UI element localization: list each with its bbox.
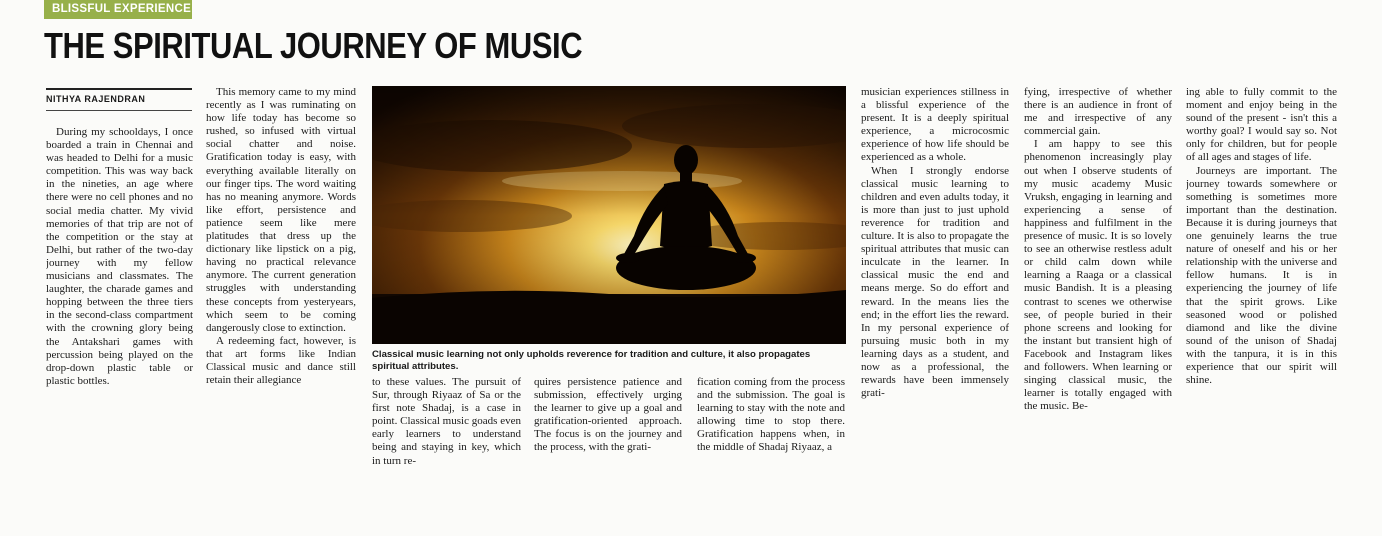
byline: NITHYA RAJENDRAN xyxy=(46,94,146,104)
meditation-photo xyxy=(372,86,846,344)
paragraph: fying, irrespective of whether there is an audience in front of me and irrespective of any commercial gain. xyxy=(1024,86,1172,138)
paragraph: This memory came to my mind recently as I was ruminating on how life today has become so rushed, so infused with virtual social chatter and noise. Gratification today is easy, with everything available literally on our finger tips. The word waiting has no meaning anymore. Words like effort, persistence and patience seem like mere platitudes that dress up the dictionary like lipstick on a pig, having no practical relevance anymore. The current generation struggles with understanding these concepts from yesteryears, which seem to be coming dangerously close to extinction. xyxy=(206,86,356,334)
paragraph: ing able to fully commit to the moment and enjoy being in the sound of the present - isn't this a worthy goal? I would say so. Not only for children, but for people of all ages and stages of life. xyxy=(1186,86,1337,164)
article-column-3 xyxy=(372,376,521,488)
article-column-6 xyxy=(861,86,1009,488)
article-column-4 xyxy=(534,376,682,488)
article-column-8 xyxy=(1186,86,1337,488)
paragraph: During my schooldays, I once boarded a train in Chennai and was headed to Delhi for a music competition. This was way back in the nineties, an age where there were no cell phones and no social media chatter. My vivid memories of that trip are not of the competition or the stay at Delhi, but rather of the two-day journey with my fellow musicians and classmates. The laughter, the charade games and hopping between the three tiers in the second-class compartment with the crowning glory being the Antakshari games with percussion being played on the drop-down plastic table or plastic bottles. xyxy=(46,126,193,387)
paragraph: I am happy to see this phenomenon increasingly play out when I observe students of my music academy Music Vruksh, engaging in learning and experiencing a sense of happiness and fulfilment in the presence of music. It is so lovely to see an otherwise restless adult or child calm down while learning a Raaga or a classical music Bandish. It is a pleasing contrast to scenes we otherwise see, of people buried in their phone screens and looking for the instant but transient high of Facebook and Instagram likes and followers. When learning or singing classical music, the learner is totally engaged with the music. Be- xyxy=(1024,138,1172,413)
byline-top-rule xyxy=(46,88,192,90)
article-column-1 xyxy=(46,126,193,486)
section-kicker: BLISSFUL EXPERIENCE xyxy=(44,0,192,19)
article-column-2 xyxy=(206,86,356,486)
article-column-7 xyxy=(1024,86,1172,488)
paragraph: to these values. The pursuit of Sur, through Riyaaz of Sa or the first note Shadaj, is a case in point. Classical music goads even early learners to understand being and staying in key, which in turn re- xyxy=(372,376,521,467)
paragraph: quires persistence patience and submission, effectively urging the learner to give up a goal and gratification-oriented approach. The focus is on the journey and the process, with the grati- xyxy=(534,376,682,454)
paragraph: A redeeming fact, however, is that art forms like Indian Classical music and dance still retain their allegiance xyxy=(206,334,356,387)
paragraph: fication coming from the process and the submission. The goal is learning to stay with the note and allowing time to stop there. Gratification happens when, in the middle of Shadaj Riyaaz, a xyxy=(697,376,845,454)
meditation-image xyxy=(372,86,846,344)
photo-caption: Classical music learning not only upholds reverence for tradition and culture, it also propagates spiritual attributes. xyxy=(372,349,811,372)
paragraph: When I strongly endorse classical music learning to children and even adults today, it is more than just to just uphold reverence for tradition and culture. It is also to propagate the spiritual attributes that music can inculcate in the learner. In classical music the end and means merge. So do effort and reward. In the means lies the end; in the effort lies the reward. In my personal experience of pursuing music both in my learning days as a student, and now as a professional, the rewards have been immensely grati- xyxy=(861,164,1009,400)
byline-bottom-rule xyxy=(46,110,192,111)
paragraph: Journeys are important. The journey towards somewhere or something is sometimes more important than the destination. Because it is during journeys that one genuinely learns the true nature of oneself and his or her relationship with the universe and fellow humans. It is in experiencing the journey of life that the spirit grows. Like seasoned wood or polished diamond and like the divine sound of the unison of Shadaj with the tanpura, it is in this experience that our spirit will shine. xyxy=(1186,164,1337,387)
article-column-5 xyxy=(697,376,845,488)
paragraph: musician experiences stillness in a blissful experience of the present. It is a deeply spiritual experience, a microcosmic experience of how life should be experienced as a whole. xyxy=(861,86,1009,164)
headline: THE SPIRITUAL JOURNEY OF MUSIC xyxy=(44,25,583,66)
